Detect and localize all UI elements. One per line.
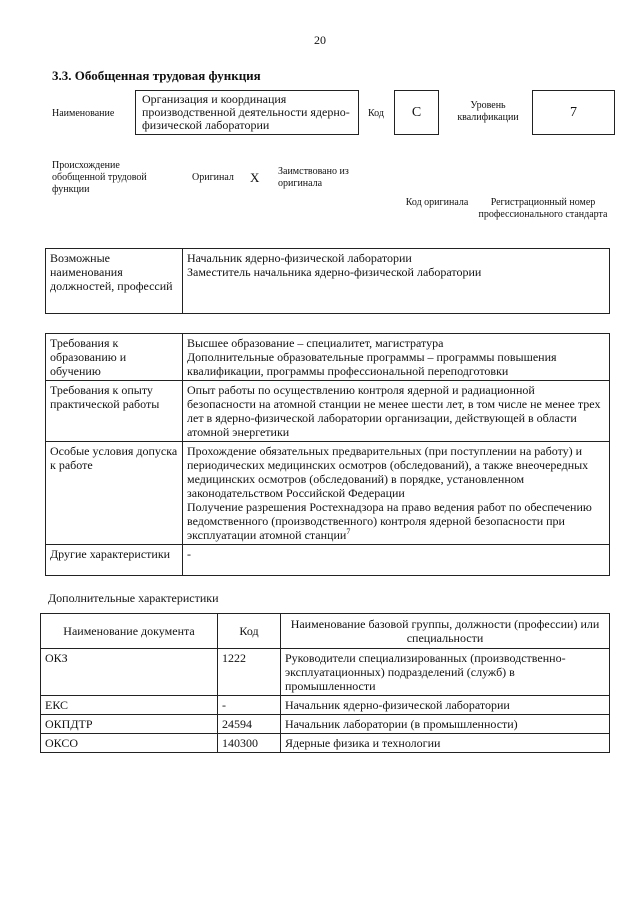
requirement-value: Получение разрешения Ростехнадзора на право ведения работ по обеспечению ведомственного (производственного) контроля ядерной безопасности при эксплуатации атомной станции [187, 500, 592, 542]
original-mark: X [250, 170, 260, 185]
requirement-values [183, 545, 610, 576]
section-title: 3.3. Обобщенная трудовая функция [52, 68, 261, 83]
code-value: C [394, 90, 439, 135]
positions-table [45, 248, 610, 314]
requirement-row [46, 334, 610, 381]
doc-title-cell: Начальник лаборатории (в промышленности) [281, 715, 610, 734]
doc-title-cell: Начальник ядерно-физической лаборатории [281, 696, 610, 715]
table-row [41, 696, 610, 715]
requirement-value: Высшее образование – специалитет, магистратура [187, 336, 444, 350]
doc-title-cell: Ядерные физика и технологии [281, 734, 610, 753]
requirement-label: Требования к опыту практической работы [46, 381, 183, 442]
column-header: Наименование базовой группы, должности (профессии) или специальности [281, 614, 610, 649]
name-label: Наименование [52, 108, 115, 119]
requirement-value: Прохождение обязательных предварительных (при поступлении на работу) и периодических медицинских осмотров (обследований), а также внеочередных медицинских осмотров (обследований) в порядке, установленном законодательством Российской Федерации [187, 444, 589, 500]
requirement-row [46, 381, 610, 442]
doc-name-cell: ОКПДТР [41, 715, 218, 734]
column-header: Код [218, 614, 281, 649]
position-item: Начальник ядерно-физической лаборатории [187, 251, 412, 265]
origin-label: Происхождение обобщенной трудовой функции [52, 160, 147, 195]
requirement-values [183, 334, 610, 381]
doc-code-cell: 140300 [218, 734, 281, 753]
doc-title-cell: Руководители специализированных (производственно-эксплуатационных) подразделений (служб) в промышленности [281, 649, 610, 696]
position-item: Заместитель начальника ядерно-физической лаборатории [187, 265, 482, 279]
requirement-value: - [187, 547, 191, 561]
positions-values [183, 249, 610, 314]
additional-title: Дополнительные характеристики [48, 591, 219, 605]
requirements-table [45, 333, 610, 576]
doc-code-cell: 1222 [218, 649, 281, 696]
requirement-label: Другие характеристики [46, 545, 183, 576]
requirement-label: Требования к образованию и обучению [46, 334, 183, 381]
additional-header-row [41, 614, 610, 649]
doc-code-cell: - [218, 696, 281, 715]
requirement-row [46, 442, 610, 545]
code-original-label: Код оригинала [405, 197, 469, 208]
column-header: Наименование документа [41, 614, 218, 649]
doc-code-cell: 24594 [218, 715, 281, 734]
doc-name-cell: ОКЗ [41, 649, 218, 696]
doc-name-cell: ОКСО [41, 734, 218, 753]
additional-table [40, 613, 610, 753]
page-number: 20 [314, 33, 326, 47]
requirement-row [46, 545, 610, 576]
code-label: Код [368, 108, 384, 119]
level-label: Уровень квалификации [457, 100, 519, 123]
table-row [41, 715, 610, 734]
reg-number-label: Регистрационный номер профессионального стандарта [478, 197, 608, 220]
requirement-value: Опыт работы по осуществлению контроля ядерной и радиационной безопасности на атомной станции не менее шести лет, в том числе не менее трех лет в ядерно-физической лаборатории организации, действующей в области атомной энергетики [187, 383, 601, 439]
original-label: Оригинал [192, 172, 234, 183]
requirement-label: Особые условия допуска к работе [46, 442, 183, 545]
requirement-values [183, 381, 610, 442]
requirement-value-with-footnote [187, 500, 605, 542]
footnote-mark: 7 [346, 527, 351, 536]
table-row [41, 649, 610, 696]
level-value: 7 [532, 90, 615, 135]
doc-name-cell: ЕКС [41, 696, 218, 715]
borrowed-label: Заимствовано из оригинала [278, 166, 349, 189]
requirement-value: Дополнительные образовательные программы – программы повышения квалификации, программы профессиональной переподготовки [187, 350, 557, 378]
requirement-values [183, 442, 610, 545]
name-value: Организация и координация производственной деятельности ядерно-физической лаборатории [135, 90, 359, 135]
table-row [41, 734, 610, 753]
positions-row [46, 249, 610, 314]
positions-label: Возможные наименования должностей, профессий [46, 249, 183, 314]
